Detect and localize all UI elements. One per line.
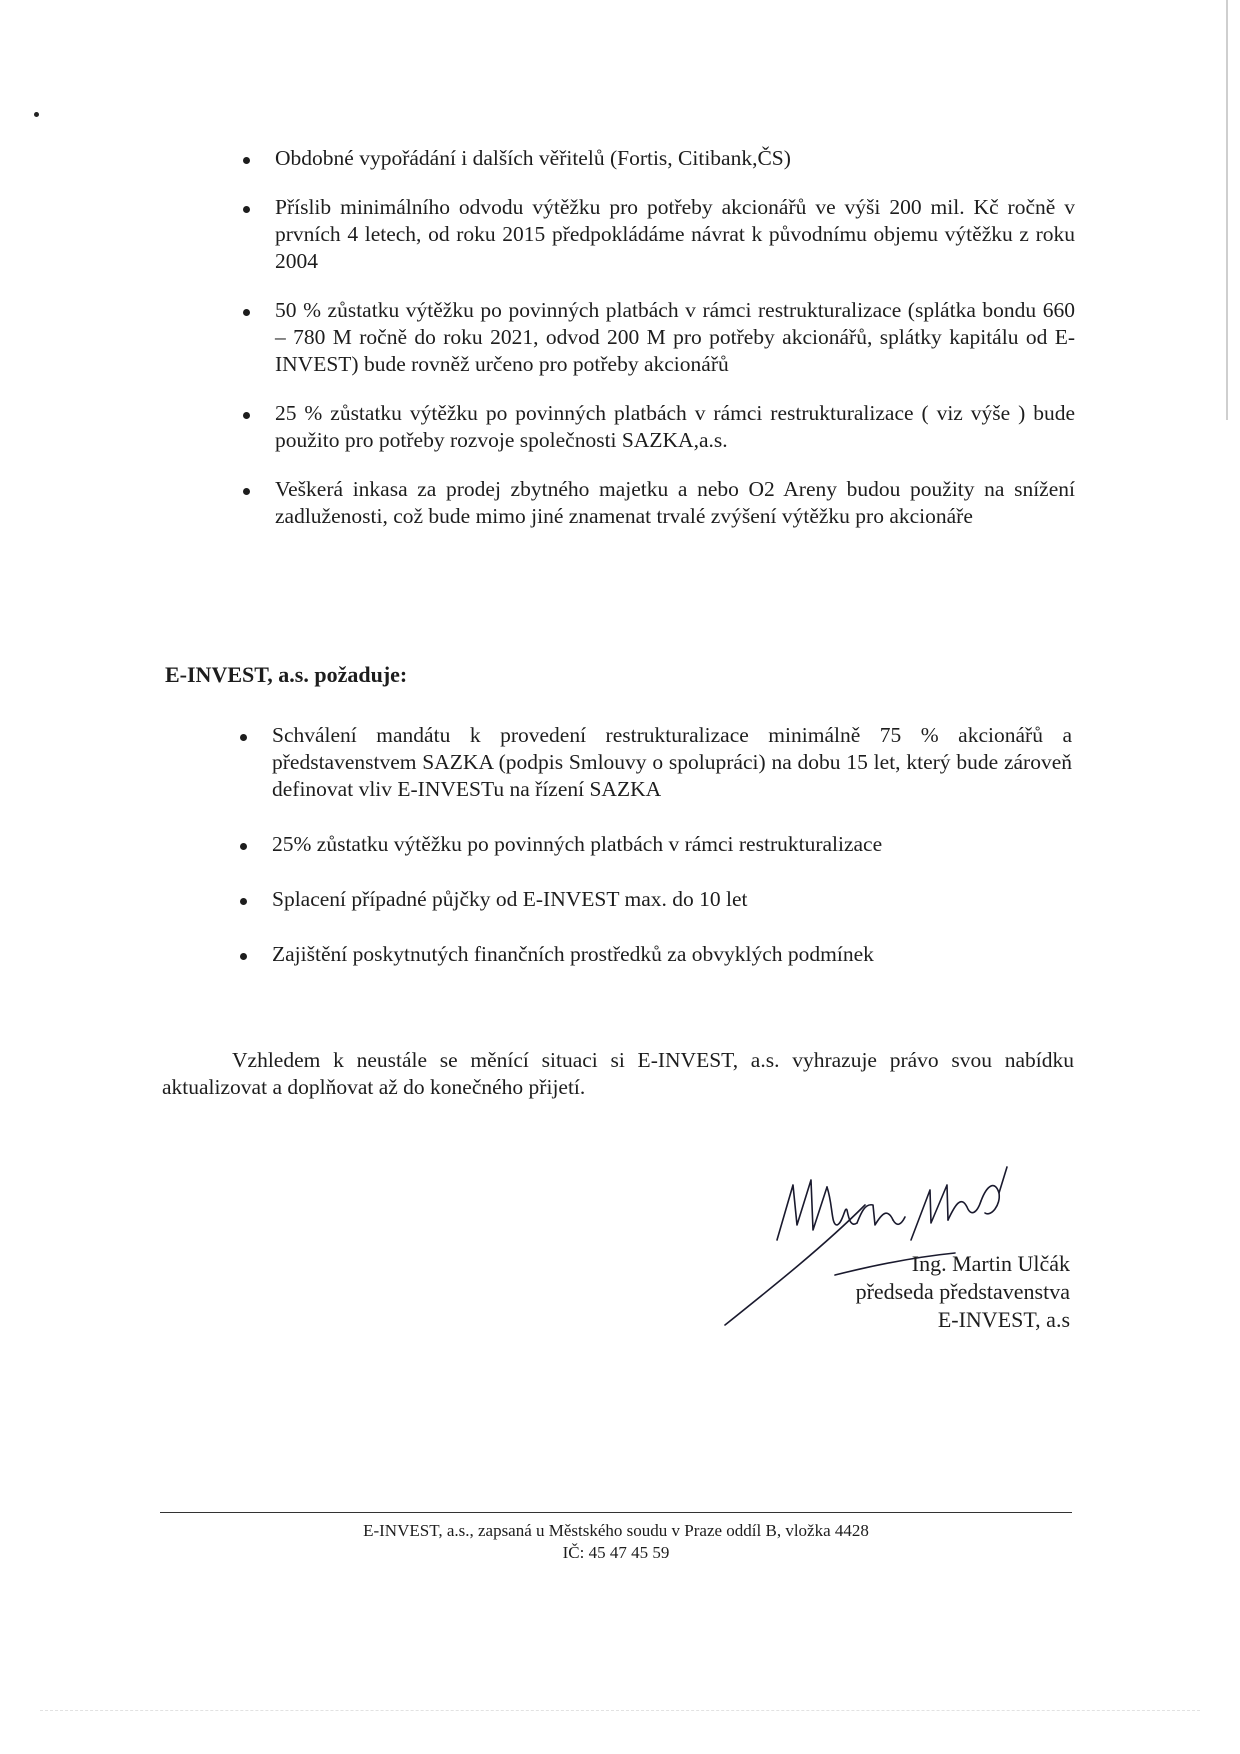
- footer-registration: E-INVEST, a.s., zapsaná u Městského soudu v Praze oddíl B, vložka 4428: [363, 1521, 869, 1540]
- list-item: Veškerá inkasa za prodej zbytného majetku a nebo O2 Areny budou použity na snížení zadluženosti, což bude mimo jiné znamenat trvalé zvýšení výtěžku pro akcionáře: [275, 477, 1075, 528]
- benefits-list: [275, 145, 1075, 530]
- closing-paragraph: Vzhledem k neustále se měnící situaci si E-INVEST, a.s. vyhrazuje právo svou nabídku aktualizovat a doplňovat až do konečného přijetí.: [162, 1047, 1074, 1099]
- scan-edge: [1226, 0, 1228, 420]
- signatory-block: [780, 1250, 1070, 1334]
- list-item: Zajištění poskytnutých finančních prostředků za obvyklých podmínek: [272, 941, 1072, 968]
- footer-ic: IČ: 45 47 45 59: [562, 1543, 670, 1562]
- requirements-list: [272, 722, 1072, 968]
- list-item: Příslib minimálního odvodu výtěžku pro potřeby akcionářů ve výši 200 mil. Kč ročně v prvních 4 letech, od roku 2015 předpokládáme návrat k původnímu objemu výtěžku z roku 2004: [275, 195, 1075, 273]
- list-item: Splacení případné půjčky od E-INVEST max. do 10 let: [272, 886, 1072, 913]
- list-item: 50 % zůstatku výtěžku po povinných platbách v rámci restrukturalizace (splátka bondu 660 – 780 M ročně do roku 2021, odvod 200 M pro potřeby akcionářů, splátky kapitálu od E-INVEST) bude rovněž určeno pro potřeby akcionářů: [275, 298, 1075, 376]
- list-item: 25 % zůstatku výtěžku po povinných platbách v rámci restrukturalizace ( viz výše ) bude použito pro potřeby rozvoje společnosti SAZKA,a.s.: [275, 401, 1075, 452]
- footer-divider: [160, 1512, 1072, 1513]
- footer: [160, 1520, 1072, 1564]
- list-item: Schválení mandátu k provedení restrukturalizace minimálně 75 % akcionářů a představenstvem SAZKA (podpis Smlouvy o spolupráci) na dobu 15 let, který bude zároveň definovat vliv E-INVESTu na řízení SAZKA: [272, 723, 1072, 801]
- list-item: 25% zůstatku výtěžku po povinných platbách v rámci restrukturalizace: [272, 831, 1072, 858]
- scan-speck: [34, 112, 39, 117]
- scan-bottom-edge: [40, 1710, 1200, 1712]
- signatory-role: předseda představenstva: [855, 1279, 1070, 1304]
- signatory-company: E-INVEST, a.s: [937, 1307, 1070, 1332]
- section-heading: E-INVEST, a.s. požaduje:: [165, 662, 408, 687]
- signatory-name: Ing. Martin Ulčák: [911, 1251, 1070, 1276]
- list-item: Obdobné vypořádání i dalších věřitelů (Fortis, Citibank,ČS): [275, 145, 1075, 172]
